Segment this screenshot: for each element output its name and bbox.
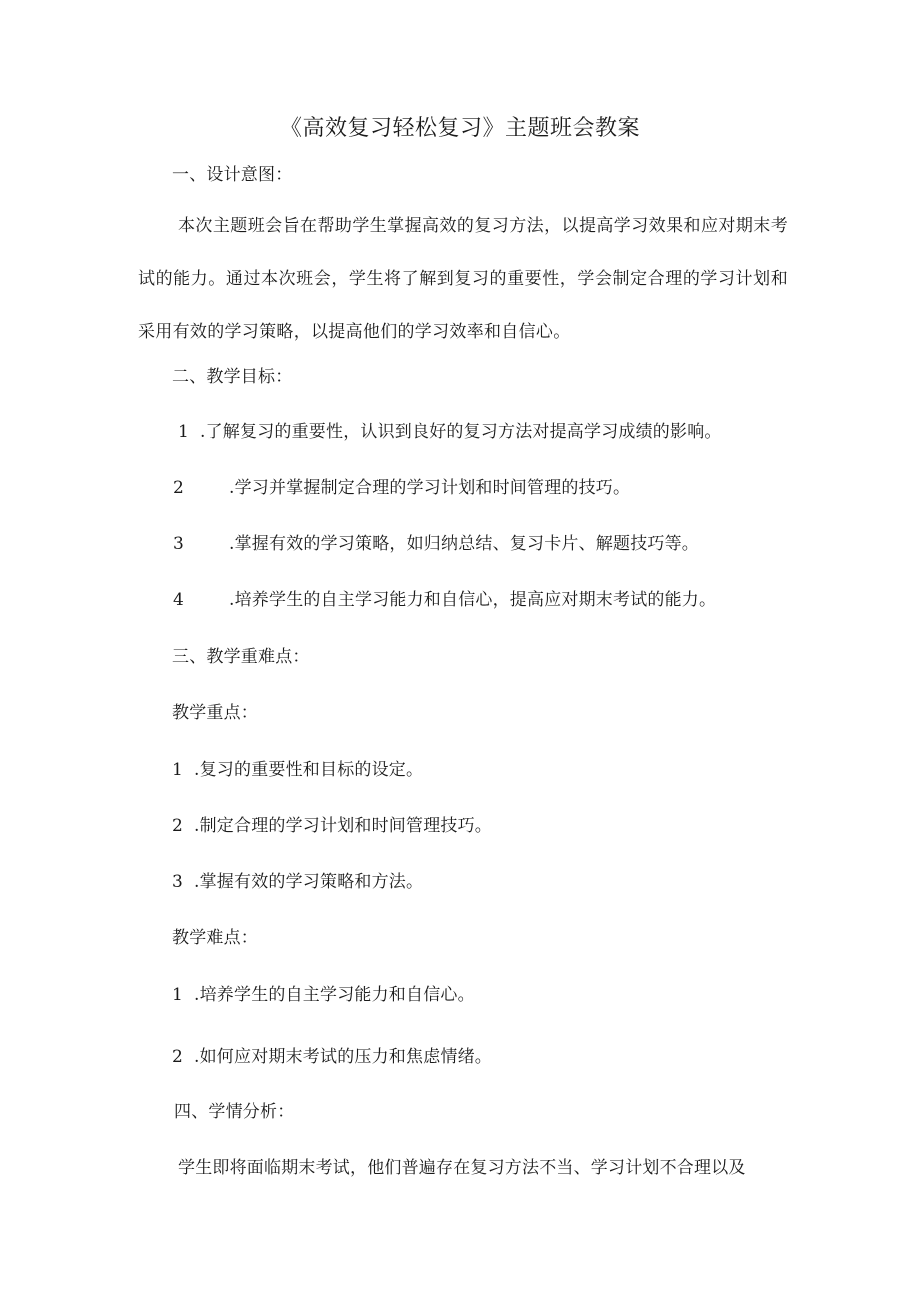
goal-item bbox=[173, 533, 699, 555]
section-heading-key: 三、教学重难点： bbox=[172, 647, 310, 667]
difficult-point-text: .如何应对期末考试的压力和焦虑情绪。 bbox=[194, 1047, 493, 1067]
key-point-item bbox=[172, 759, 423, 781]
key-point-number: 1 bbox=[172, 760, 184, 780]
goal-number: 1 bbox=[178, 422, 190, 442]
difficult-point-number: 1 bbox=[172, 985, 184, 1005]
goal-item bbox=[173, 589, 716, 611]
difficult-points-heading: 教学难点： bbox=[172, 928, 258, 948]
goal-number: 4 bbox=[173, 590, 185, 610]
difficult-point-text: .培养学生的自主学习能力和自信心。 bbox=[194, 985, 475, 1005]
design-paragraph: 本次主题班会旨在帮助学生掌握高效的复习方法，以提高学习效果和应对期末考试的能力。通过本次班会，学生将了解到复习的重要性，学会制定合理的学习计划和采用有效的学习策略，以提高他们的学习效率和自信心。 bbox=[138, 216, 788, 342]
document-title: 《高效复习轻松复习》主题班会教案 bbox=[279, 116, 640, 141]
analysis-paragraph: 学生即将面临期末考试，他们普遍存在复习方法不当、学习计划不合理以及 bbox=[178, 1158, 746, 1178]
section-heading-analysis: 四、学情分析： bbox=[174, 1102, 295, 1122]
goal-number: 2 bbox=[173, 478, 185, 498]
key-point-number: 2 bbox=[172, 816, 184, 836]
difficult-point-item bbox=[172, 984, 475, 1006]
goal-item bbox=[173, 477, 630, 499]
goal-number: 3 bbox=[173, 534, 185, 554]
key-point-item bbox=[172, 871, 423, 893]
key-point-text: .制定合理的学习计划和时间管理技巧。 bbox=[194, 816, 493, 836]
key-point-number: 3 bbox=[172, 872, 184, 892]
goal-text: .培养学生的自主学习能力和自信心，提高应对期末考试的能力。 bbox=[229, 590, 717, 610]
key-point-text: .复习的重要性和目标的设定。 bbox=[194, 760, 424, 780]
section-heading-goals: 二、教学目标： bbox=[172, 367, 293, 387]
goal-text: .掌握有效的学习策略，如归纳总结、复习卡片、解题技巧等。 bbox=[229, 534, 700, 554]
key-points-heading: 教学重点： bbox=[172, 703, 258, 723]
difficult-point-number: 2 bbox=[172, 1047, 184, 1067]
key-point-text: .掌握有效的学习策略和方法。 bbox=[194, 872, 424, 892]
goal-text: .了解复习的重要性，认识到良好的复习方法对提高学习成绩的影响。 bbox=[200, 422, 722, 442]
section-heading-design: 一、设计意图： bbox=[172, 165, 293, 185]
difficult-point-item bbox=[172, 1046, 492, 1068]
goal-item bbox=[178, 421, 722, 443]
goal-text: .学习并掌握制定合理的学习计划和时间管理的技巧。 bbox=[229, 478, 631, 498]
key-point-item bbox=[172, 815, 492, 837]
